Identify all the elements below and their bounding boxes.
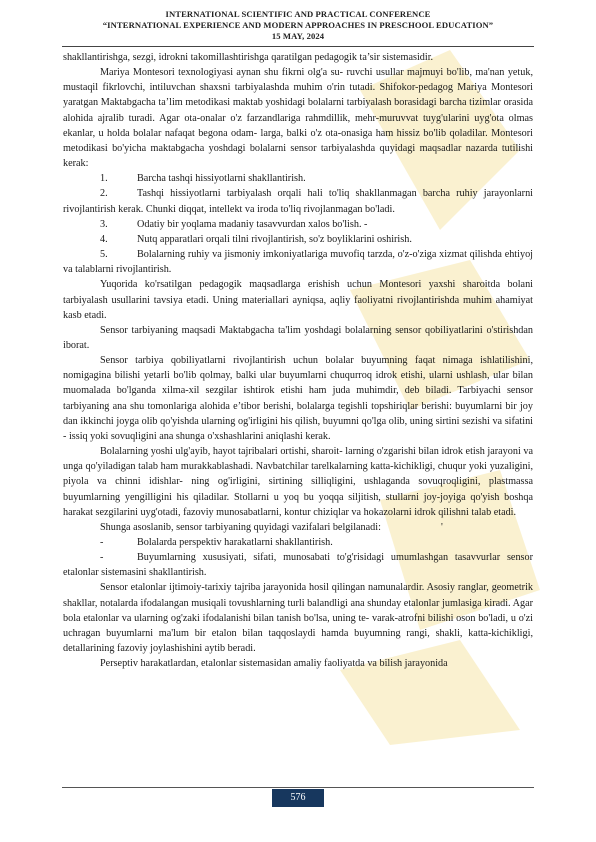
conference-header (0, 9, 596, 42)
list-item (63, 232, 533, 247)
article-body (63, 50, 533, 671)
paragraph: Sensor tarbiyaning maqsadi Maktabgacha ta'lim yoshdagi bolalarning sensor qobiliyatlarini o'stirishdan iborat. (63, 324, 533, 351)
page-number: 576 (272, 789, 324, 807)
list-dash: - (100, 537, 104, 548)
list-text: Barcha tashqi hissiyotlarni shakllantirish. (137, 173, 306, 185)
paragraph: shakllantirishga, sezgi, idrokni takomillashtirishga qaratilgan pedagogik ta’sir sistemasidir. (63, 52, 434, 63)
header-divider (62, 46, 534, 47)
list-item (63, 535, 533, 550)
list-number: 1. (100, 173, 108, 185)
list-text: Buyumlarning xususiyati, sifati, munosabati to'g'risidagi umumlashgan tasavvurlar sensor etalonlar sistemasini shakllantirish. (63, 552, 533, 579)
list-text: Tashqi hissiyotlarni tarbiyalash orqali hali to'liq shakllanmagan barcha ruhiy jarayonlarni rivojlantirish kerak. Chunki diqqat, intellekt va iroda to'liq rivojlanmagan bo'ladi. (63, 188, 533, 215)
list-number: 2. (100, 188, 108, 200)
paragraph: Sensor tarbiya qobiliyatlarni rivojlantirish uchun bolalar buyumning faqat nimaga ishlatilishini, nomigagina bilishi yetarli bo'lib qolmay, balki ular buyumlarni chuqurroq idrok etishi, ularni ushlash, ular bilan muomalada bo'lganda xilma-xil sezgilar ishtirok etishi ham juda muhimdir, deb biladi. Tarbiyachi sensor tarbiyaning ana shu tomonlariga alohida e’tibor berishi, bolalarga tegishli topshiriqlar berishi: buyumlarni bir joy dan ikkinchi joyga olib qo'yishda ularning og'irligini his qilish, buyumni qo'lga olib, uning sirtini sezishi va sifatini - issiq yoki sovuqligini ana shunga o'xshashlarini aniqlashi kerak. (63, 355, 533, 442)
list-text: Bolalarning ruhiy va jismoniy imkoniyatlariga muvofiq tarzda, o'z-o'ziga xizmat qilishda ehtiyoj va talablarni rivojlantirish. (63, 249, 533, 276)
list-item (63, 186, 533, 216)
paragraph: Mariya Montesori texnologiyasi aynan shu fikrni olg'a su- ruvchi usullar majmuyi bo'lib, ma'nan yetuk, mustaqil fikrlovchi, intiluvchan shaxsni tarbiyalashda muhim o'rin tutadi. Shifokor-pedagog Mariya Montesori yaratgan Maktabgacha ta’lim metodikasi maktab yoshidagi bolalarni tarbiyalash borasidagi barcha tizimlar orasida alohida ajralib turadi. Agar ota-onalar o'z farzandlariga rahmdillik, mehr-muruvvat tuyg'ularini uyg'ota olmas ekanlar, u holda bolalar nafaqat begona odam- larga, balki o'z ota-onasiga ham hissiz bo'lib qoladilar. Montesori metodikasi bo'yicha maktabgacha yoshdagi bolalarni sensor tarbiyalashda quyidagi maqsadlar nazarda tutilishi kerak: (63, 67, 533, 170)
list-item (63, 247, 533, 277)
conference-date: 15 MAY, 2024 (271, 31, 325, 41)
paragraph: Yuqorida ko'rsatilgan pedagogik maqsadlarga erishish uchun Montesori yaxshi sharoitda bolani tarbiyalash usullarini tavsiya etadi. Uning materiallari ayniqsa, aqliy faoliyatni rivojlantirishda muhim ahamiyat kasb etadi. (63, 279, 533, 321)
list-number: 5. (100, 249, 108, 261)
list-number: 3. (100, 218, 108, 230)
conference-title: INTERNATIONAL SCIENTIFIC AND PRACTICAL CONFERENCE (165, 9, 431, 19)
list-dash: - (100, 552, 104, 564)
list-text: Bolalarda perspektiv harakatlarni shakllantirish. (137, 537, 333, 548)
paragraph-text: Shunga asoslanib, sensor tarbiyaning quyidagi vazifalari belgilanadi: (100, 521, 381, 533)
paragraph: Perseptiv harakatlardan, etalonlar sistemasidan amaliy faoliyatda va bilish jarayonida (100, 658, 448, 670)
list-number: 4. (100, 233, 108, 245)
stray-mark: ' (440, 521, 443, 533)
footer-divider (62, 787, 534, 788)
paragraph: Bolalarning yoshi ulg'ayib, hayot tajribalari ortishi, sharoit- larning o'zgarishi bilan idrok etish jarayoni va unga qo'yiladigan talab ham murakkablashadi. Navbatchilar tarelkalarning katta-kichikligi, chuqur yoki yuzaligini, piyola va chinni idishlar- ning og'irligini, sirtining silliqligini, ushlaganda sovuqroqligini, plastmassa buyumlarning yengilligini his qiladilar. Stollarni u yoq bu yoqqa siljitish, stullarni joy-joyiga qo'yish boshqa harakat sezgilarini uyg'otadi, fazoviy munosabatlarni, kontur chiziqlar va hokazolarni idrok qilishni talab etadi. (63, 446, 533, 518)
list-text: Nutq apparatlari orqali tilni rivojlantirish, so'z boyliklarini oshirish. (137, 233, 412, 245)
list-item (63, 171, 533, 186)
list-item (63, 550, 533, 580)
paragraph (63, 520, 533, 535)
list-text: Odatiy bir yoqlama madaniy tasavvurdan xalos bo'lish. - (137, 218, 368, 230)
paragraph: Sensor etalonlar ijtimoiy-tarixiy tajriba jarayonida hosil qilingan namunalardir. Asosiy ranglar, geometrik shakllar, notalarda ifodalangan musiqali tovushlarning turli balandligi ana shunday etalonlar jumlasiga kiradi. Agar bola etalonlar va ularning og'zaki ifodalanishi bilan tanish bo'lsa, uning te- varak-atrofni bilishi oson bo'ladi, u o'zi uchragan buyumlarni ma'lum bir etalon bilan taqqoslaydi hamda buyumning rangi, shakli, katta-kichikligi, detallarining fazoviy joylashishini aytib beradi. (63, 582, 533, 655)
list-item (63, 217, 533, 232)
conference-subtitle: “INTERNATIONAL EXPERIENCE AND MODERN APPROACHES IN PRESCHOOL EDUCATION” (102, 20, 494, 30)
